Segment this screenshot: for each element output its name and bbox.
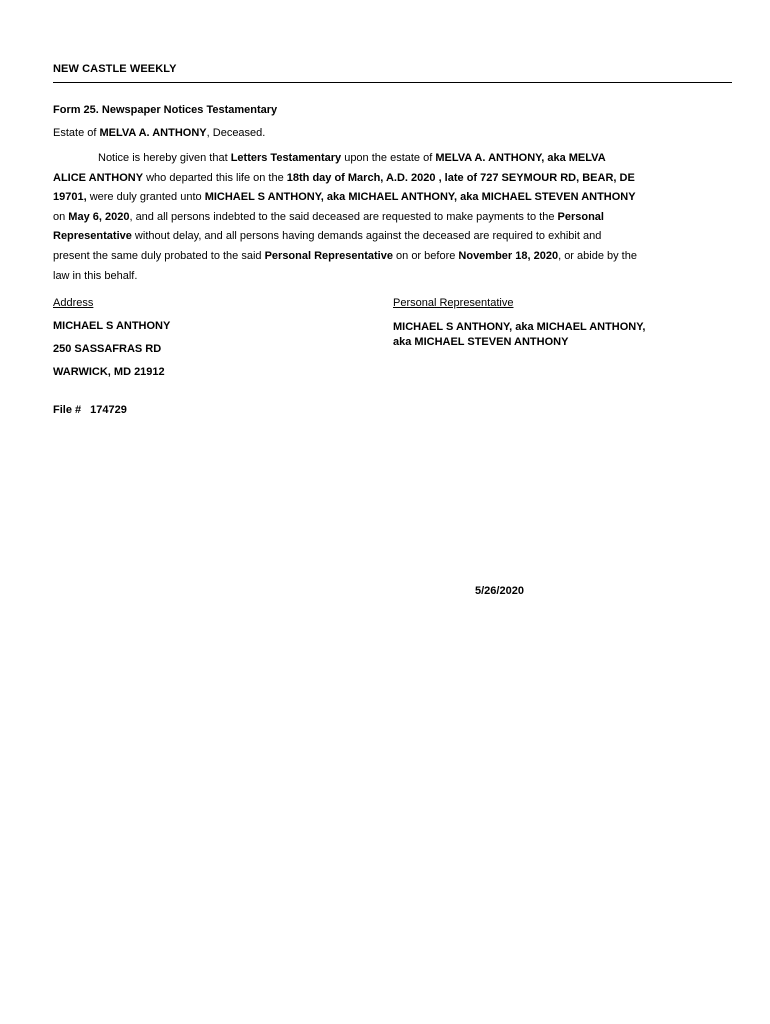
form-title: Form 25. Newspaper Notices Testamentary — [53, 104, 278, 116]
file-label: File # — [53, 404, 82, 416]
estate-line — [53, 127, 265, 139]
address-line-name: MICHAEL S ANTHONY — [53, 320, 171, 332]
personal-representative-ref-1: Personal Representative — [53, 210, 604, 243]
notice-text-2: upon the estate of — [341, 152, 436, 164]
estate-suffix: , Deceased. — [206, 127, 266, 139]
notice-text-3: who departed this life on the — [143, 171, 287, 184]
notice-paragraph — [53, 149, 638, 286]
address-heading: Address — [53, 297, 94, 309]
decedent-name: MELVA A. ANTHONY, aka MELVA ALICE ANTHONY — [53, 152, 606, 184]
notice-text-6: , and all persons indebted to the said deceased are requested to make payments to the — [129, 210, 558, 223]
personal-representative-ref-2: Personal Representative — [264, 249, 393, 262]
death-date: 18th day of March, A.D. 2020 , late of 727 SEYMOUR RD, BEAR, DE 19701, — [53, 171, 635, 204]
notice-text-5: on — [53, 210, 69, 223]
publication-name: NEW CASTLE WEEKLY — [53, 63, 177, 75]
header-rule — [53, 82, 732, 83]
notice-text-4: were duly granted unto — [86, 191, 205, 204]
estate-name: MELVA A. ANTHONY — [99, 127, 207, 139]
granted-to: MICHAEL S ANTHONY, aka MICHAEL ANTHONY, aka MICHAEL STEVEN ANTHONY — [204, 191, 636, 204]
file-number-line — [53, 404, 127, 416]
representative-names: MICHAEL S ANTHONY, aka MICHAEL ANTHONY, aka MICHAEL STEVEN ANTHONY — [393, 321, 646, 348]
document-date: 5/26/2020 — [475, 585, 524, 597]
address-block — [53, 297, 353, 389]
claim-deadline: November 18, 2020 — [458, 249, 559, 262]
grant-date: May 6, 2020 — [68, 210, 130, 223]
representative-heading: Personal Representative — [393, 297, 514, 309]
file-number: 174729 — [90, 404, 127, 416]
estate-prefix: Estate of — [53, 127, 100, 139]
notice-text-8: on or before — [392, 249, 459, 262]
address-line-street: 250 SASSAFRAS RD — [53, 343, 162, 355]
representative-block — [393, 297, 653, 350]
notice-text-9: , or abide by the law in this behalf. — [53, 249, 637, 282]
notice-text-7: without delay, and all persons having demands against the deceased are required to exhibit and present the same duly probated to the said — [53, 230, 602, 262]
address-line-city: WARWICK, MD 21912 — [53, 366, 165, 378]
notice-text-1: Notice is hereby given that — [98, 152, 231, 164]
letters-testamentary: Letters Testamentary — [230, 152, 342, 164]
